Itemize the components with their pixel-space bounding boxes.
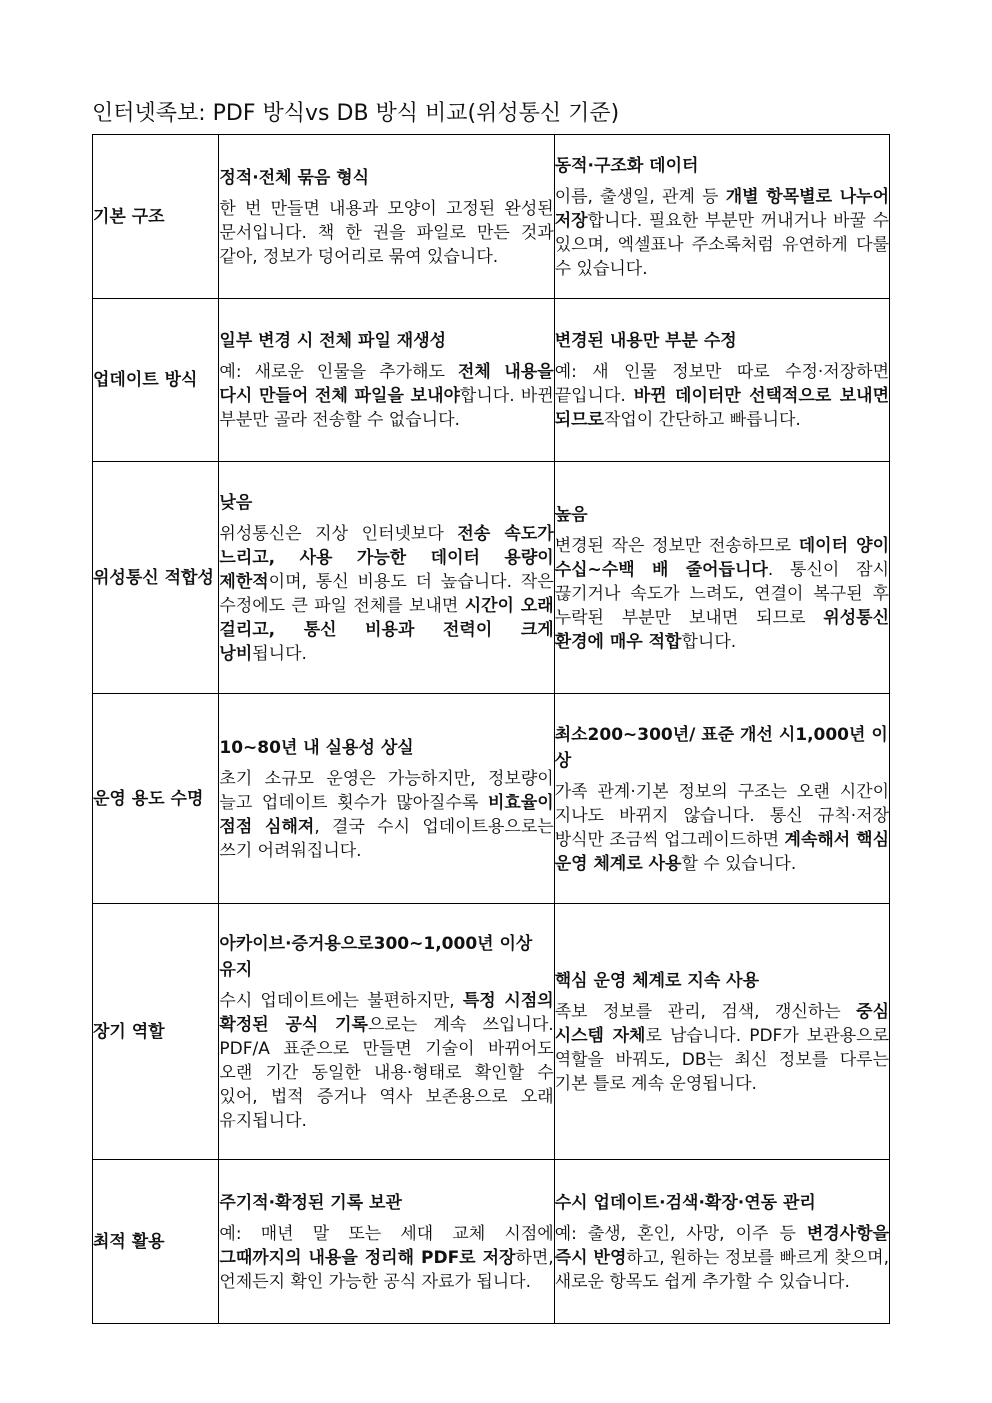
db-cell-heading: 최소200~300년/ 표준 개선 시1,000년 이상 xyxy=(554,724,888,771)
pdf-cell-heading: 일부 변경 시 전체 파일 재생성 xyxy=(219,331,447,351)
comparison-table xyxy=(92,134,890,1324)
row-label: 최적 활용 xyxy=(93,1160,219,1324)
db-cell-heading: 핵심 운영 체계로 지속 사용 xyxy=(554,970,760,991)
body-text: 작업이 간단하고 빠릅니다. xyxy=(603,410,801,430)
pdf-cell-body xyxy=(219,522,553,666)
bold-text: 계속해서 핵심 운영 체계로 사용 xyxy=(554,829,890,874)
bold-text: 전송 속도가 느리고, 사용 가능한 데이터 용량이 제한적 xyxy=(219,523,554,592)
bold-text: 중심 시스템 자체 xyxy=(554,1001,889,1046)
pdf-cell-heading: 주기적·확정된 기록 보관 xyxy=(219,1192,402,1213)
row-label: 운영 용도 수명 xyxy=(93,694,219,904)
db-cell xyxy=(554,299,889,462)
body-text: 합니다. 바뀐 부분만 골라 전송할 수 없습니다. xyxy=(219,386,554,430)
db-cell-heading: 변경된 내용만 부분 수정 xyxy=(554,331,737,351)
row-label: 위성통신 적합성 xyxy=(93,462,219,694)
pdf-cell-heading: 낮음 xyxy=(219,492,253,513)
body-text: 됩니다. xyxy=(252,643,307,664)
table-row xyxy=(93,1160,890,1324)
pdf-cell xyxy=(219,299,554,462)
db-cell-body xyxy=(555,534,889,654)
body-text: 예: 출생, 혼인, 사망, 이주 등 xyxy=(554,1223,807,1244)
db-cell-body xyxy=(555,1000,889,1096)
body-text: 족보 정보를 관리, 검색, 갱신하는 xyxy=(554,1001,857,1022)
row-label: 기본 구조 xyxy=(93,135,219,299)
pdf-cell-body xyxy=(219,767,553,863)
body-text: 예: 매년 말 또는 세대 교체 시점에 xyxy=(219,1223,554,1244)
body-text: 으로는 계속 쓰입니다. PDF/A 표준으로 만들면 기술이 바뀌어도 오랜 기간 동일한 내용·형태로 확인할 수 있어, 법적 증거나 역사 보존용으로 오래 유지됩니다. xyxy=(219,1014,554,1131)
pdf-cell xyxy=(219,1160,554,1324)
body-text: 합니다. xyxy=(681,631,737,652)
body-text: 로 남습니다. PDF가 보관용으로 역할을 바꿔도, DB는 최신 정보를 다루는 기본 틀로 계속 운영됩니다. xyxy=(554,1025,889,1094)
body-text: 가족 관계·기본 정보의 구조는 오랜 시간이 지나도 바뀌지 않습니다. 통신 규칙·저장 방식만 조금씩 업그레이드하면 xyxy=(554,781,889,850)
db-cell-body xyxy=(555,780,889,876)
pdf-cell xyxy=(219,135,554,299)
pdf-cell-heading: 정적·전체 묶음 형식 xyxy=(219,167,370,188)
pdf-cell-body xyxy=(219,360,553,432)
db-cell-heading: 수시 업데이트·검색·확장·연동 관리 xyxy=(554,1192,816,1213)
db-cell xyxy=(554,904,889,1160)
bold-text: 특정 시점의 확정된 공식 기록 xyxy=(219,990,554,1035)
bold-text: 비효율이 점점 심해져 xyxy=(219,792,554,837)
db-cell-body xyxy=(555,360,889,432)
body-text: 변경된 작은 정보만 전송하므로 xyxy=(554,535,799,556)
table-row xyxy=(93,694,890,904)
table-row xyxy=(93,904,890,1160)
body-text: 할 수 있습니다. xyxy=(681,853,797,874)
pdf-cell xyxy=(219,694,554,904)
pdf-cell-heading: 10~80년 내 실용성 상실 xyxy=(219,737,414,758)
body-text: 하고, 원하는 정보를 빠르게 찾으며, 새로운 항목도 쉽게 추가할 수 있습니다. xyxy=(554,1247,889,1292)
pdf-cell-body xyxy=(219,197,553,269)
bold-text: 전체 내용을 다시 만들어 전체 파일을 보내야 xyxy=(219,362,554,406)
table-row xyxy=(93,462,890,694)
body-text: . 통신이 잠시 끊기거나 속도가 느려도, 연결이 복구된 후 누락된 부분만 보내면 되므로 xyxy=(554,559,889,628)
bold-text: 그때까지의 내용을 정리해 PDF로 저장 xyxy=(219,1247,516,1268)
bold-text: 시간이 오래 걸리고, 통신 비용과 전력이 크게 낭비 xyxy=(219,595,554,664)
body-text: 초기 소규모 운영은 가능하지만, 정보량이 늘고 업데이트 횟수가 많아질수록 xyxy=(219,768,554,813)
body-text: 예: 새로운 인물을 추가해도 xyxy=(219,362,458,382)
body-text: , 결국 수시 업데이트용으로는 쓰기 어려워집니다. xyxy=(219,816,554,861)
db-cell-heading: 높음 xyxy=(554,504,588,525)
row-label: 장기 역할 xyxy=(93,904,219,1160)
body-text: 한 번 만들면 내용과 모양이 고정된 완성된 문서입니다. 책 한 권을 파일로 만든 것과 같아, 정보가 덩어리로 묶여 있습니다. xyxy=(219,198,554,267)
body-text: 이며, 통신 비용도 더 높습니다. 작은 수정에도 큰 파일 전체를 보내면 xyxy=(219,571,554,616)
pdf-cell-body xyxy=(219,989,553,1133)
document-title: 인터넷족보: PDF 방식vs DB 방식 비교(위성통신 기준) xyxy=(92,101,620,126)
body-text: 수시 업데이트에는 불편하지만, xyxy=(219,990,463,1011)
body-text: 하면, 언제든지 확인 가능한 공식 자료가 됩니다. xyxy=(219,1247,554,1292)
bold-text: 위성통신 환경에 매우 적합 xyxy=(554,607,889,652)
pdf-cell-body xyxy=(219,1222,553,1294)
bold-text: 데이터 양이 수십~수백 배 줄어듭니다 xyxy=(554,535,889,580)
db-cell xyxy=(554,1160,889,1324)
table-row xyxy=(93,135,890,299)
body-text: 예: 새 인물 정보만 따로 수정·저장하면 끝입니다. xyxy=(554,362,889,406)
body-text: 이름, 출생일, 관계 등 xyxy=(554,186,726,207)
bold-text: 변경사항을 즉시 반영 xyxy=(554,1223,889,1268)
body-text: 위성통신은 지상 인터넷보다 xyxy=(219,523,458,544)
bold-text: 개별 항목별로 나누어 저장 xyxy=(554,186,889,231)
db-cell-body xyxy=(555,1222,889,1294)
pdf-cell xyxy=(219,904,554,1160)
pdf-cell xyxy=(219,462,554,694)
db-cell xyxy=(554,694,889,904)
table-row xyxy=(93,299,890,462)
pdf-cell-heading: 아카이브·증거용으로300~1,000년 이상 유지 xyxy=(219,933,533,980)
body-text: 합니다. 필요한 부분만 꺼내거나 바꿀 수 있으며, 엑셀표나 주소록처럼 유연하게 다룰 수 있습니다. xyxy=(554,210,889,279)
db-cell xyxy=(554,462,889,694)
db-cell-heading: 동적·구조화 데이터 xyxy=(554,155,699,176)
db-cell xyxy=(554,135,889,299)
row-label: 업데이트 방식 xyxy=(93,299,219,462)
db-cell-body xyxy=(555,185,889,281)
bold-text: 바뀐 데이터만 선택적으로 보내면 되므로 xyxy=(554,386,889,430)
